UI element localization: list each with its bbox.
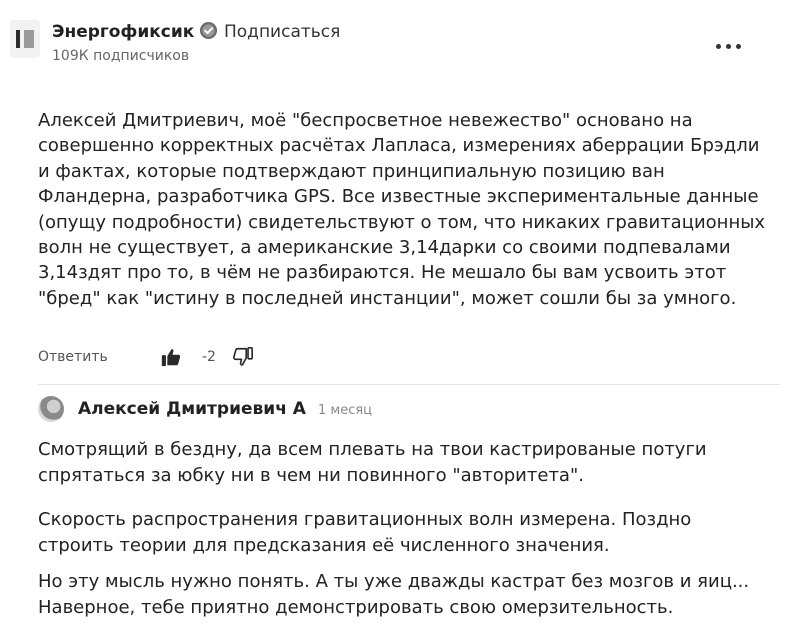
subscriber-count: 109К подписчиков [52,48,190,64]
channel-name[interactable]: Энергофиксик [52,22,195,42]
avatar-bar-dark [16,30,20,48]
reply-paragraph-3: Но эту мысль нужно понять. А ты уже дважды кастрат без мозгов и яиц... Наверное, тебе приятно демонстрировать свою омерзительность. [38,571,750,618]
like-count: -2 [202,349,216,365]
more-dots-icon[interactable] [716,44,742,52]
verified-gear-icon [199,21,218,40]
reply-paragraph-1: Смотрящий в бездну, да всем плевать на твои кастрированые потуги спрятаться за юбку ни в чем ни повинного "авторитета". [38,439,707,486]
reply-author-name[interactable]: Алексей Дмитриевич А [78,399,306,419]
reply-timestamp: 1 месяц [318,403,373,418]
post-header [10,14,796,74]
subscribe-button[interactable]: Подписаться [224,22,341,42]
avatar-bar-grey [24,30,34,48]
thumbs-down-icon[interactable] [232,346,254,368]
channel-avatar[interactable] [10,20,40,58]
reply-author-avatar[interactable] [38,396,64,422]
comment-actions [38,346,338,370]
reply-paragraph-2: Скорость распространения гравитационных волн измерена. Поздно строить теории для предсказания её численного значения. [38,509,692,556]
thumbs-up-icon[interactable] [160,346,182,368]
reply-button[interactable]: Ответить [38,349,108,365]
divider [38,384,780,385]
post-text: Алексей Дмитриевич, моё "беспросветное невежество" основано на совершенно корректных расчётах Лапласа, измерениях аберрации Брэдли и фактах, которые подтверждают принципиальную позицию ван Фландерна, разработчика GPS. Все известные экспериментальные данные (опущу подробности) свидетельствуют о том, что никаких гравитационных волн не существует, а американские 3,14дарки со своими подпевалами 3,14здят про то, в чём не разбираются. Не мешало бы вам усвоить этот "бред" как "истину в последней инстанции", может сошли бы за умного. [38,110,766,309]
